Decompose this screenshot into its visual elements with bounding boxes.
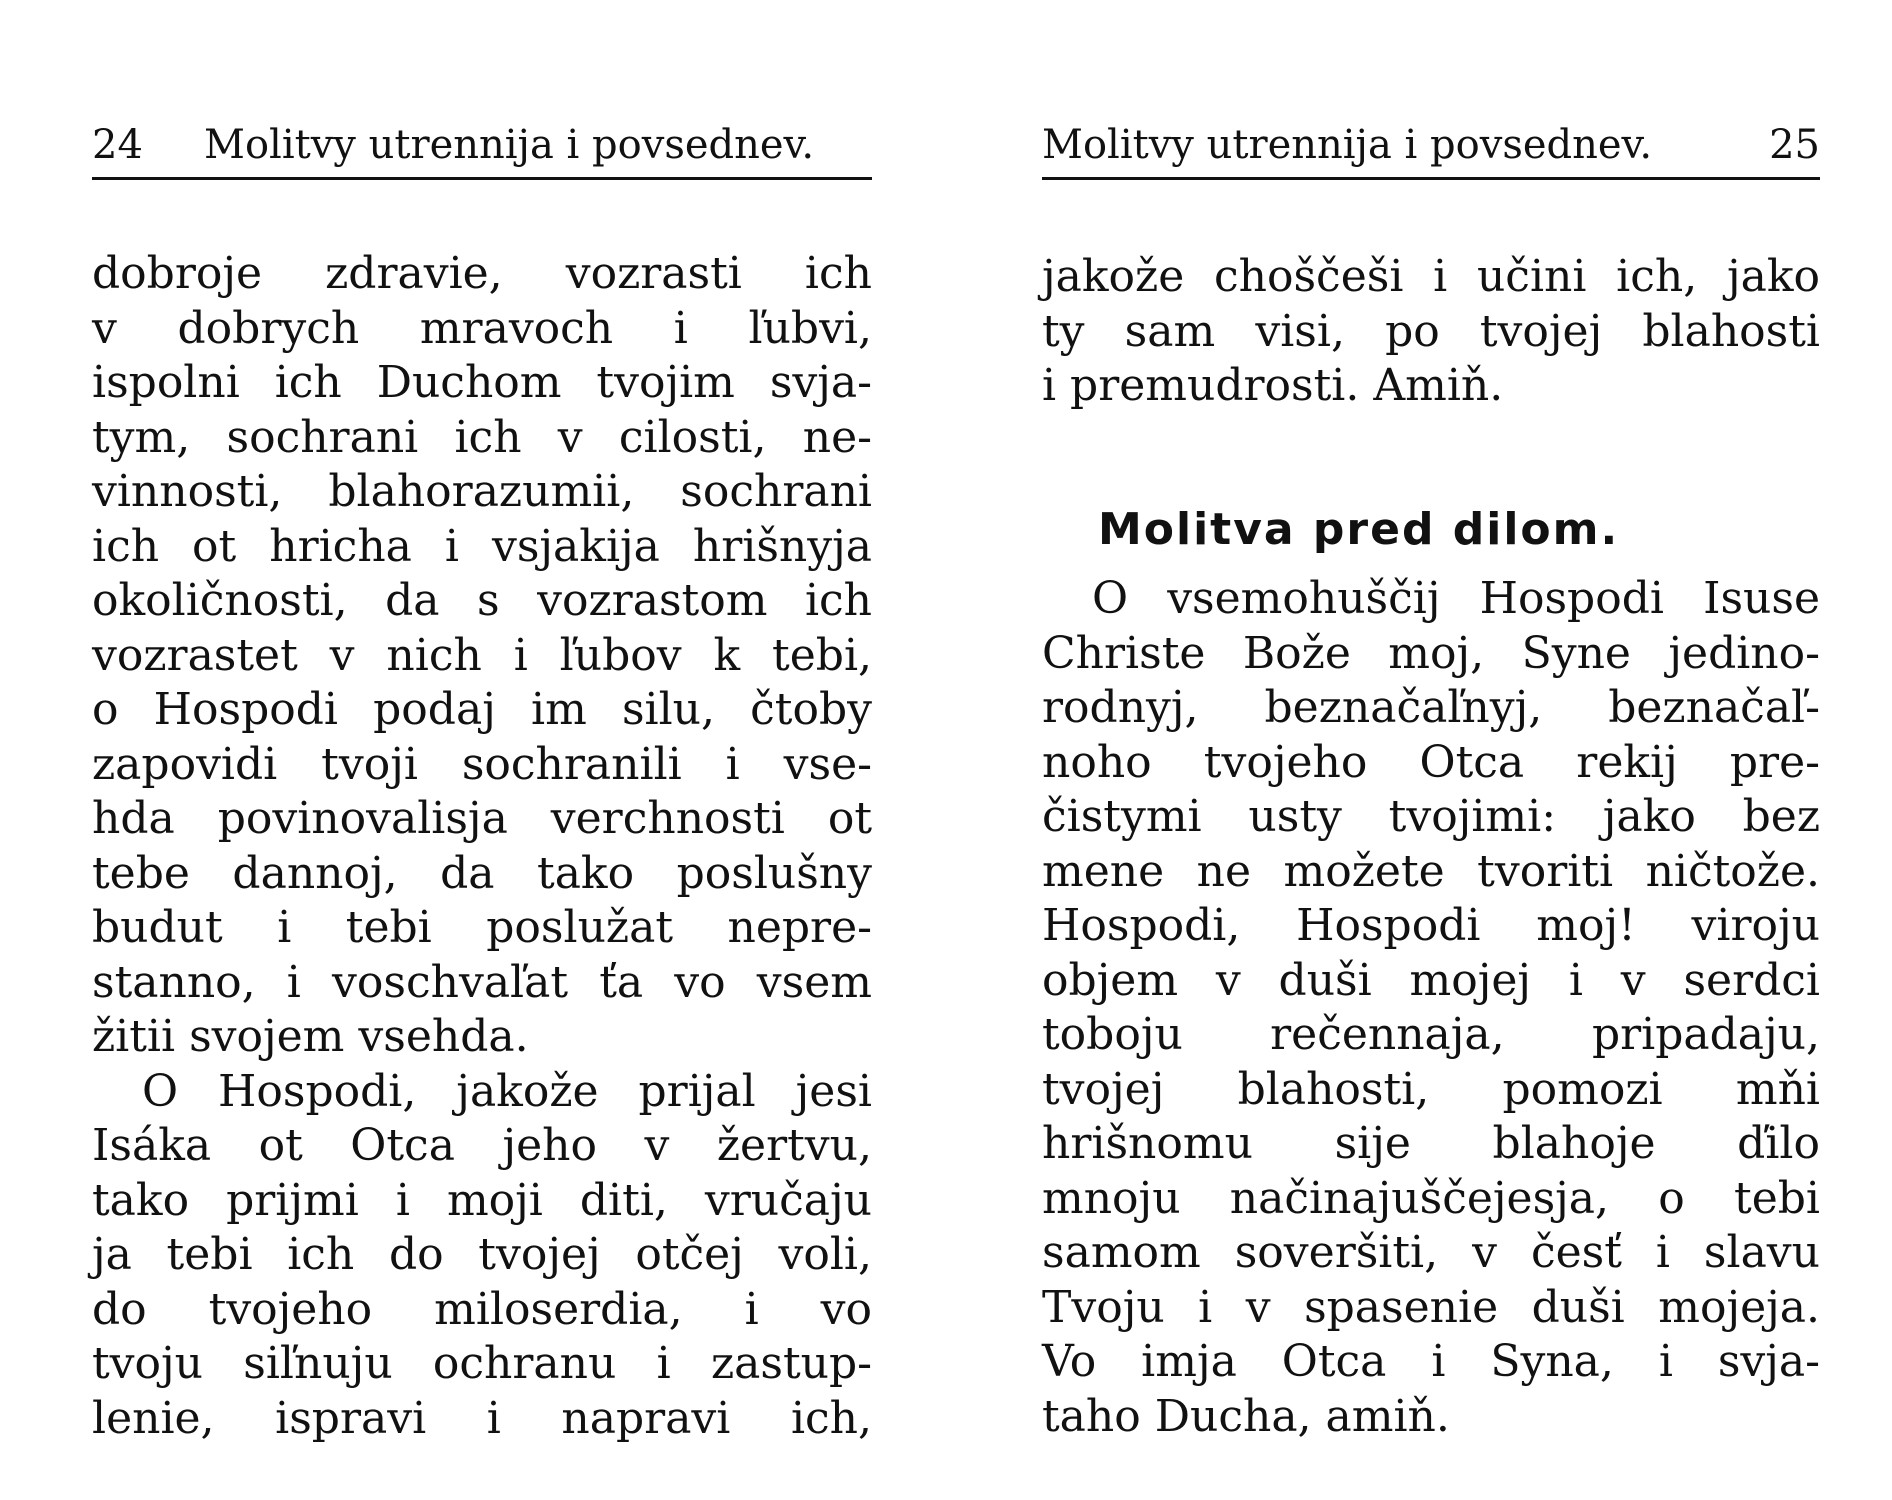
- text-line: tym, sochrani ich v cilosti, ne-: [92, 411, 872, 463]
- text-line: zapovidi tvoji sochranili i vse-: [92, 738, 872, 790]
- text-line: o Hospodi podaj im silu, čtoby: [92, 684, 872, 735]
- text-line: toboju rečennaja, pripadaju,: [1042, 1009, 1820, 1060]
- right-running-head: [1042, 120, 1820, 170]
- text-line: tebe dannoj, da tako poslušny: [92, 847, 872, 899]
- text-line: Isáka ot Otca jeho v žertvu,: [92, 1120, 872, 1171]
- text-line: objem v duši mojej i v serdci: [1042, 954, 1820, 1006]
- text-line: ispolni ich Duchom tvojim svja-: [92, 357, 872, 408]
- text-line: O Hospodi, jakože prijal jesi: [142, 1065, 872, 1117]
- text-line: stanno, i voschvaľat ťa vo vsem: [92, 956, 872, 1008]
- text-line: hrišnomu sije blahoje ďilo: [1042, 1118, 1820, 1169]
- left-body-text: [92, 247, 872, 1446]
- text-line: dobroje zdravie, vozrasti ich: [92, 248, 872, 299]
- left-header-rule: [92, 177, 872, 180]
- text-line: noho tvojeho Otca rekij pre-: [1042, 736, 1820, 788]
- right-header-rule: [1042, 177, 1820, 180]
- text-line: Christe Bože moj, Syne jedino-: [1042, 627, 1820, 679]
- left-running-title: Molitvy utrennija i povsednev.: [204, 122, 815, 168]
- text-line: žitii svojem vsehda.: [92, 1011, 529, 1062]
- text-line: hda povinovalisja verchnosti ot: [92, 793, 872, 844]
- text-line: vinnosti, blahorazumii, sochrani: [92, 466, 872, 517]
- right-running-title: Molitvy utrennija i povsednev.: [1042, 122, 1653, 168]
- text-line: samom soveršiti, v česť i slavu: [1042, 1227, 1820, 1278]
- text-line: Vo imja Otca i Syna, i svja-: [1042, 1336, 1820, 1387]
- text-line: mnoju načinajuščejesja, o tebi: [1042, 1172, 1820, 1224]
- text-line: i premudrosti. Amiň.: [1042, 360, 1504, 411]
- right-body-text-top: [1042, 250, 1820, 414]
- text-line: tvojej blahosti, pomozi mňi: [1042, 1063, 1820, 1115]
- text-line: taho Ducha, amiň.: [1042, 1390, 1450, 1442]
- text-line: vozrastet v nich i ľubov k tebi,: [92, 629, 872, 681]
- text-line: O vsemohuščij Hospodi Isuse: [1092, 573, 1820, 624]
- text-line: v dobrych mravoch i ľubvi,: [92, 302, 872, 354]
- right-page-number: 25: [1769, 122, 1820, 168]
- text-line: čistymi usty tvojimi: jako bez: [1042, 791, 1820, 842]
- text-line: Tvoju i v spasenie duši mojeja.: [1042, 1281, 1820, 1333]
- text-line: okoličnosti, da s vozrastom ich: [92, 575, 872, 626]
- left-page-number: 24: [92, 122, 143, 168]
- text-line: tako prijmi i moji diti, vručaju: [92, 1174, 872, 1226]
- text-line: ty sam visi, po tvojej blahosti: [1042, 305, 1820, 357]
- text-line: rodnyj, beznačaľnyj, beznačaľ-: [1042, 682, 1820, 733]
- text-line: do tvojeho miloserdia, i vo: [92, 1283, 872, 1335]
- right-body-text-bottom: [1042, 572, 1820, 1444]
- left-running-head: [92, 120, 872, 170]
- text-line: Hospodi, Hospodi moj! viroju: [1042, 900, 1820, 951]
- text-line: mene ne možete tvoriti ničtože.: [1042, 845, 1820, 897]
- text-line: ich ot hricha i vsjakija hrišnyja: [92, 520, 872, 572]
- text-line: budut i tebi poslužat nepre-: [92, 902, 872, 953]
- text-line: jakože choščeši i učini ich, jako: [1042, 251, 1820, 302]
- text-line: ja tebi ich do tvojej otčej voli,: [92, 1229, 872, 1280]
- text-line: tvoju siľnuju ochranu i zastup-: [92, 1338, 872, 1389]
- section-heading: Molitva pred dilom.: [1098, 504, 1620, 555]
- text-line: lenie, ispravi i napravi ich,: [92, 1392, 872, 1444]
